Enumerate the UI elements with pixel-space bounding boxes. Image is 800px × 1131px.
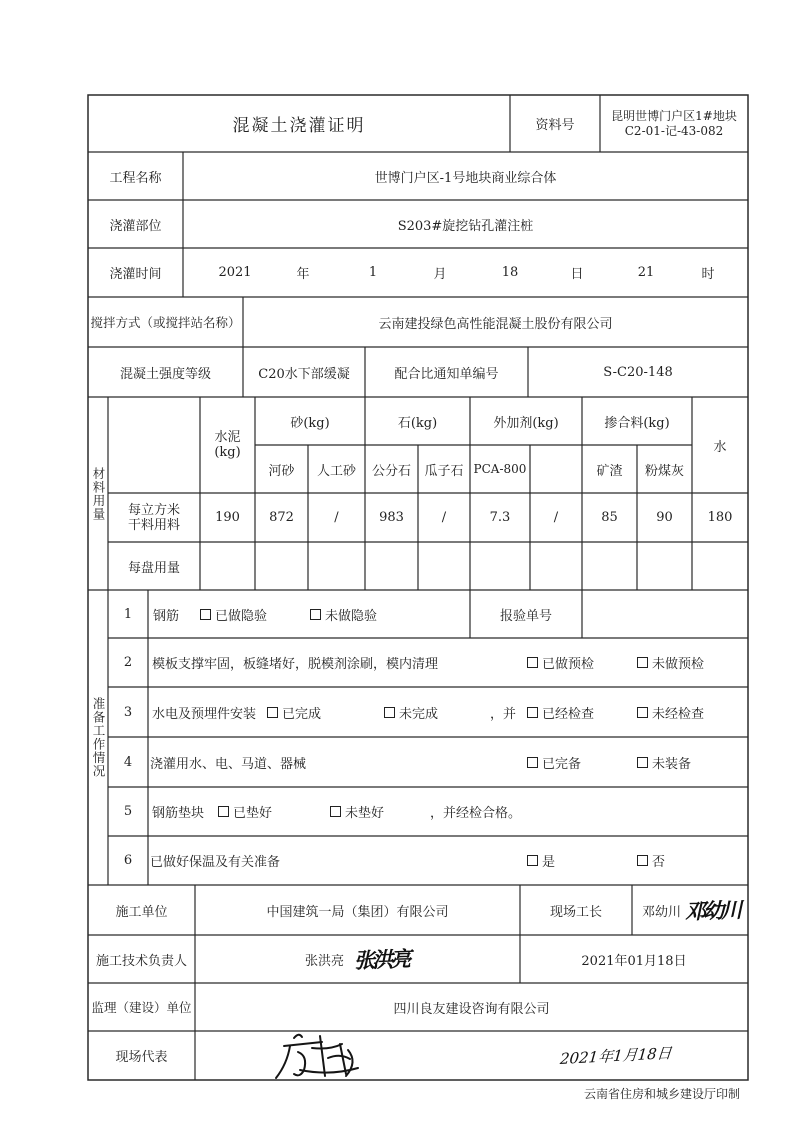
pour-hour: 21 xyxy=(637,265,655,280)
preparation-section-text: 准备工作情况 xyxy=(91,697,106,778)
prep-item-joiner: ，并 xyxy=(490,706,517,722)
prep-item-formwork xyxy=(148,638,748,687)
checkbox-icon xyxy=(200,609,211,620)
foreman-signature: 邓幼川 xyxy=(684,897,744,924)
strength-value: C20水下部缓凝 xyxy=(258,366,350,382)
checkbox-icon xyxy=(527,707,538,718)
site-rep-label: 现场代表 xyxy=(115,1050,168,1065)
checkbox-icon xyxy=(527,657,538,668)
materials-section-text: 材料用量 xyxy=(91,466,106,521)
prep-item-no: 6 xyxy=(123,853,133,868)
table-cell-admixture-other: / xyxy=(553,510,559,525)
option-concealed-unchecked xyxy=(310,590,377,638)
day-unit: 日 xyxy=(570,267,584,282)
table-cell-manufactured-sand: / xyxy=(334,510,339,525)
project-label: 工程名称 xyxy=(109,170,162,186)
option-concealed-checked xyxy=(200,590,267,638)
option-completed xyxy=(267,687,321,737)
option-label: 未垫好 xyxy=(345,806,385,821)
option-label: 未装备 xyxy=(652,756,692,772)
option-label: 已做隐验 xyxy=(215,608,268,624)
table-cell-river-sand: 872 xyxy=(269,510,294,525)
prep-item-utilities xyxy=(148,687,748,737)
preparation-section-label xyxy=(88,590,108,885)
tech-lead-date: 2021年01月18日 xyxy=(581,953,687,969)
prep-item-no: 3 xyxy=(123,704,133,720)
table-cell-admixture: 7.3 xyxy=(489,510,511,525)
month-unit: 月 xyxy=(433,267,447,282)
option-label: 否 xyxy=(652,855,666,870)
site-rep-date-cell xyxy=(556,1031,676,1080)
option-inspected xyxy=(527,687,594,737)
checkbox-icon xyxy=(267,707,278,718)
checkbox-icon xyxy=(637,657,648,668)
strength-label: 混凝土强度等级 xyxy=(119,366,211,382)
chip-stone-header: 瓜子石 xyxy=(424,463,464,479)
cement-header-text: 水泥(kg) xyxy=(214,430,241,460)
pour-year: 2021 xyxy=(218,265,252,280)
prep-item-no: 2 xyxy=(123,655,133,670)
checkbox-icon xyxy=(310,609,321,620)
table-cell-slag: 85 xyxy=(601,510,618,525)
foreman-cell xyxy=(632,885,748,935)
table-cell-fly-ash: 90 xyxy=(656,510,673,525)
option-label: 已垫好 xyxy=(233,806,273,821)
gravel-header: 公分石 xyxy=(371,463,411,479)
addition-header: 掺合料(kg) xyxy=(604,415,670,431)
supervisor-value: 四川良友建设咨询有限公司 xyxy=(393,1001,550,1017)
prep-item-spacers xyxy=(148,787,748,836)
option-no xyxy=(637,836,665,885)
prep-item-insulation xyxy=(148,836,748,885)
option-label: 未做隐验 xyxy=(325,608,378,624)
hour-unit: 时 xyxy=(701,267,715,282)
materials-section-label xyxy=(88,397,108,590)
prep-item-text: 钢筋垫块 xyxy=(152,806,205,821)
option-label: 未经检查 xyxy=(652,706,705,722)
site-rep-date: 2021年1月18日 xyxy=(559,1044,673,1068)
site-rep-signature xyxy=(260,1026,380,1086)
pour-month: 1 xyxy=(368,265,378,280)
slag-header: 矿渣 xyxy=(596,463,623,479)
table-cell-cement: 190 xyxy=(215,510,240,525)
doc-no xyxy=(600,95,748,152)
tech-lead-label: 施工技术负责人 xyxy=(95,953,187,969)
per-batch-label: 每盘用量 xyxy=(127,560,180,576)
option-not-ready xyxy=(637,737,691,787)
option-not-prechecked xyxy=(637,638,704,687)
cement-header xyxy=(200,397,255,493)
construction-unit-label: 施工单位 xyxy=(115,904,168,920)
river-sand-header: 河砂 xyxy=(268,463,295,479)
option-label: 已经检查 xyxy=(542,706,595,722)
option-prechecked xyxy=(527,638,594,687)
per-m3-label xyxy=(108,493,200,542)
pour-time-label: 浇灌时间 xyxy=(109,267,162,282)
pour-day: 18 xyxy=(501,265,519,280)
option-label: 已完备 xyxy=(542,756,582,772)
option-not-inspected xyxy=(637,687,704,737)
prep-item-text: 模板支撑牢固，板缝堵好，脱模剂涂刷，模内清理 xyxy=(152,657,439,672)
prep-item-text: 钢筋 xyxy=(153,608,180,624)
foreman-name: 邓幼川 xyxy=(642,904,682,920)
prep-item-suffix: ，并经检合格。 xyxy=(430,806,522,821)
table-cell-water: 180 xyxy=(707,510,733,525)
project-value: 世博门户区-1号地块商业综合体 xyxy=(374,170,557,186)
admixture-type-header: PCA-800 xyxy=(473,462,527,476)
supervisor-label: 监理（建设）单位 xyxy=(91,1000,192,1015)
tech-lead-signature: 张洪亮 xyxy=(352,946,413,973)
prep-item-no: 5 xyxy=(123,804,133,819)
report-no-label: 报验单号 xyxy=(499,608,552,624)
prep-item-rebar xyxy=(148,590,470,638)
option-label: 已完成 xyxy=(282,706,322,722)
mixing-value: 云南建投绿色高性能混凝土股份有限公司 xyxy=(378,316,613,332)
option-ready xyxy=(527,737,581,787)
fly-ash-header: 粉煤灰 xyxy=(644,463,684,479)
tech-lead-name: 张洪亮 xyxy=(304,953,344,969)
checkbox-icon xyxy=(218,806,229,817)
prep-item-text: 水电及预埋件安装 xyxy=(152,706,257,722)
manufactured-sand-header: 人工砂 xyxy=(316,463,356,479)
mix-no-label: 配合比通知单编号 xyxy=(394,366,499,382)
stone-header: 石(kg) xyxy=(397,415,438,431)
footer-publisher: 云南省住房和城乡建设厅印制 xyxy=(583,1086,740,1101)
tech-lead-cell xyxy=(195,935,520,983)
option-yes xyxy=(527,836,555,885)
option-not-completed xyxy=(384,687,438,737)
option-label: 已做预检 xyxy=(542,657,595,672)
mix-no-value: S-C20-148 xyxy=(603,364,673,380)
checkbox-icon xyxy=(384,707,395,718)
doc-no-line1: 昆明世博门户区1#地块 xyxy=(611,108,737,123)
construction-unit-value: 中国建筑一局（集团）有限公司 xyxy=(266,904,449,920)
option-label: 未做预检 xyxy=(652,657,705,672)
prep-item-equipment xyxy=(148,737,748,787)
prep-item-no: 1 xyxy=(123,606,133,622)
prep-item-text: 浇灌用水、电、马道、器械 xyxy=(150,756,307,772)
table-cell-chip-stone: / xyxy=(441,510,447,525)
table-cell-gravel: 983 xyxy=(379,510,404,525)
option-label: 未完成 xyxy=(399,706,439,722)
prep-item-text: 已做好保温及有关准备 xyxy=(150,855,281,870)
water-header: 水 xyxy=(713,439,727,455)
checkbox-icon xyxy=(637,757,648,768)
option-label: 是 xyxy=(542,855,556,870)
checkbox-icon xyxy=(527,855,538,866)
pour-location-value: S203#旋挖钻孔灌注桩 xyxy=(397,218,534,234)
option-placed xyxy=(218,787,272,836)
checkbox-icon xyxy=(527,757,538,768)
pour-location-label: 浇灌部位 xyxy=(109,218,162,234)
checkbox-icon xyxy=(637,855,648,866)
option-not-placed xyxy=(330,787,384,836)
prep-item-no: 4 xyxy=(123,754,133,770)
page-title: 混凝土浇灌证明 xyxy=(232,116,366,136)
doc-no-line2: C2-01-记-43-082 xyxy=(624,123,724,138)
year-unit: 年 xyxy=(296,267,310,282)
checkbox-icon xyxy=(330,806,341,817)
foreman-label: 现场工长 xyxy=(549,904,602,920)
checkbox-icon xyxy=(637,707,648,718)
mixing-label: 搅拌方式（或搅拌站名称） xyxy=(90,315,241,330)
sand-header: 砂(kg) xyxy=(290,415,330,431)
admixture-header: 外加剂(kg) xyxy=(493,415,559,431)
doc-no-label: 资料号 xyxy=(535,118,575,133)
per-m3-label-text: 每立方米干料用料 xyxy=(127,502,180,533)
